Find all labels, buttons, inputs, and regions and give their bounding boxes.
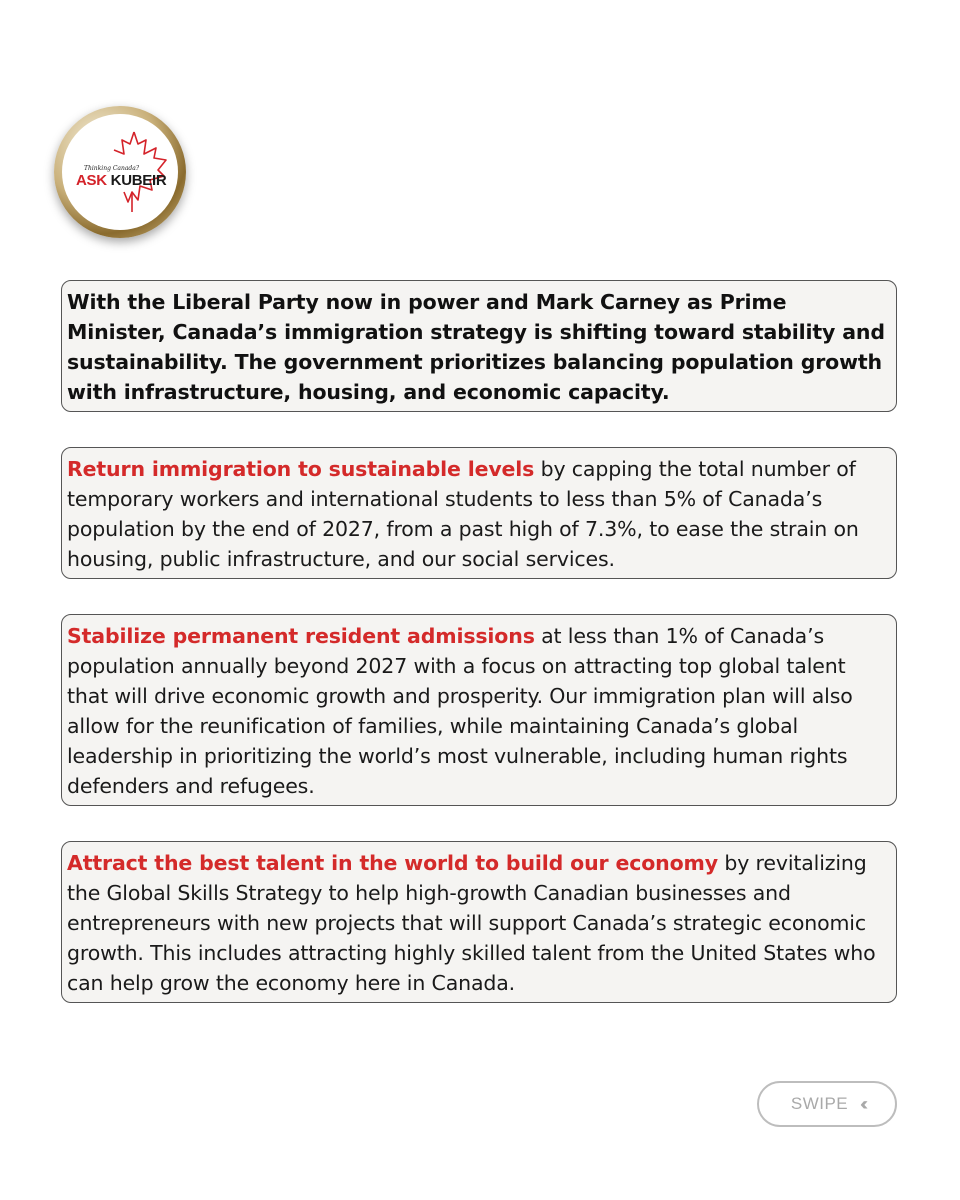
logo-word-kubeir: KUBEIR [110, 172, 167, 189]
ask-kubeir-logo [54, 106, 186, 238]
point-body: by revitalizing the Global Skills Strategy to help high-growth Canadian businesses and entrepreneurs with new projects that will support Canada’s strategic economic growth. This includes attracting highly skilled talent from the United States who can help grow the economy here in Canada. [67, 851, 876, 995]
logo-tagline: Thinking Canada? [84, 165, 140, 172]
point-heading: Attract the best talent in the world to build our economy [67, 851, 718, 875]
intro-text: With the Liberal Party now in power and Mark Carney as Prime Minister, Canada’s immigration strategy is shifting toward stability and sustainability. The government prioritizes balancing population growth with infrastructure, housing, and economic capacity. [67, 290, 885, 404]
chevrons-left-icon: ‹‹‹ [860, 1093, 864, 1114]
point-card-best-talent [61, 841, 897, 1003]
point-card-permanent-residents [61, 614, 897, 806]
point-heading: Stabilize permanent resident admissions [67, 624, 535, 648]
point-card-sustainable-levels [61, 447, 897, 579]
point-body: by capping the total number of temporary workers and international students to less than 5% of Canada’s population by the end of 2027, from a past high of 7.3%, to ease the strain on housing, public infrastructure, and our social services. [67, 457, 859, 571]
intro-card [61, 280, 897, 412]
logo-word-ask: ASK [76, 172, 107, 189]
swipe-label: SWIPE [790, 1094, 849, 1113]
point-heading: Return immigration to sustainable levels [67, 457, 535, 481]
point-body: at less than 1% of Canada’s population annually beyond 2027 with a focus on attracting top global talent that will drive economic growth and prosperity. Our immigration plan will also allow for the reunification of families, while maintaining Canada’s global leadership in prioritizing the world’s most vulnerable, including human rights defenders and refugees. [67, 624, 853, 798]
logo-badge [62, 114, 178, 230]
swipe-button[interactable] [757, 1081, 897, 1127]
logo-wordmark [76, 172, 166, 189]
